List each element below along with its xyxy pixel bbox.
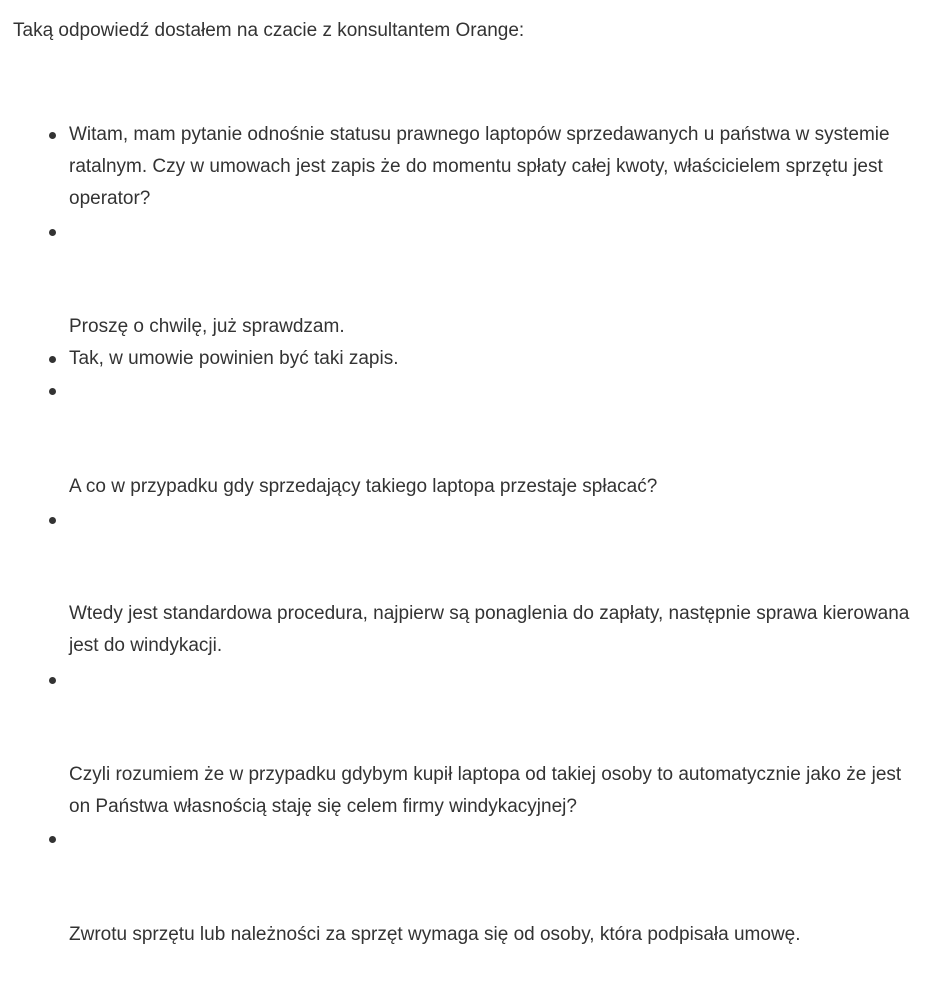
list-bullet xyxy=(49,677,56,684)
chat-message: Wtedy jest standardowa procedura, najpierw są ponaglenia do zapłaty, następnie sprawa kierowana jest do windykacji. xyxy=(69,603,910,656)
chat-message: Zwrotu sprzętu lub należności za sprzęt wymaga się od osoby, która podpisała umowę. xyxy=(69,924,801,945)
list-bullet xyxy=(49,132,56,139)
list-bullet xyxy=(49,388,56,395)
chat-message: Witam, mam pytanie odnośnie statusu prawnego laptopów sprzedawanych u państwa w systemie ratalnym. Czy w umowach jest zapis że do momentu spłaty całej kwoty, właścicielem sprzętu jest operator? xyxy=(69,124,890,209)
chat-message: A co w przypadku gdy sprzedający takiego laptopa przestaje spłacać? xyxy=(69,476,658,497)
chat-message: Czyli rozumiem że w przypadku gdybym kupił laptopa od takiej osoby to automatycznie jako że jest on Państwa własnością staję się celem firmy windykacyjnej? xyxy=(69,764,902,817)
chat-message: Proszę o chwilę, już sprawdzam. xyxy=(69,316,345,337)
list-bullet xyxy=(49,229,56,236)
list-bullet xyxy=(49,517,56,524)
chat-message: Tak, w umowie powinien być taki zapis. xyxy=(69,348,399,369)
post-intro: Taką odpowiedź dostałem na czacie z konsultantem Orange: xyxy=(13,20,525,41)
list-bullet xyxy=(49,836,56,843)
list-bullet xyxy=(49,356,56,363)
